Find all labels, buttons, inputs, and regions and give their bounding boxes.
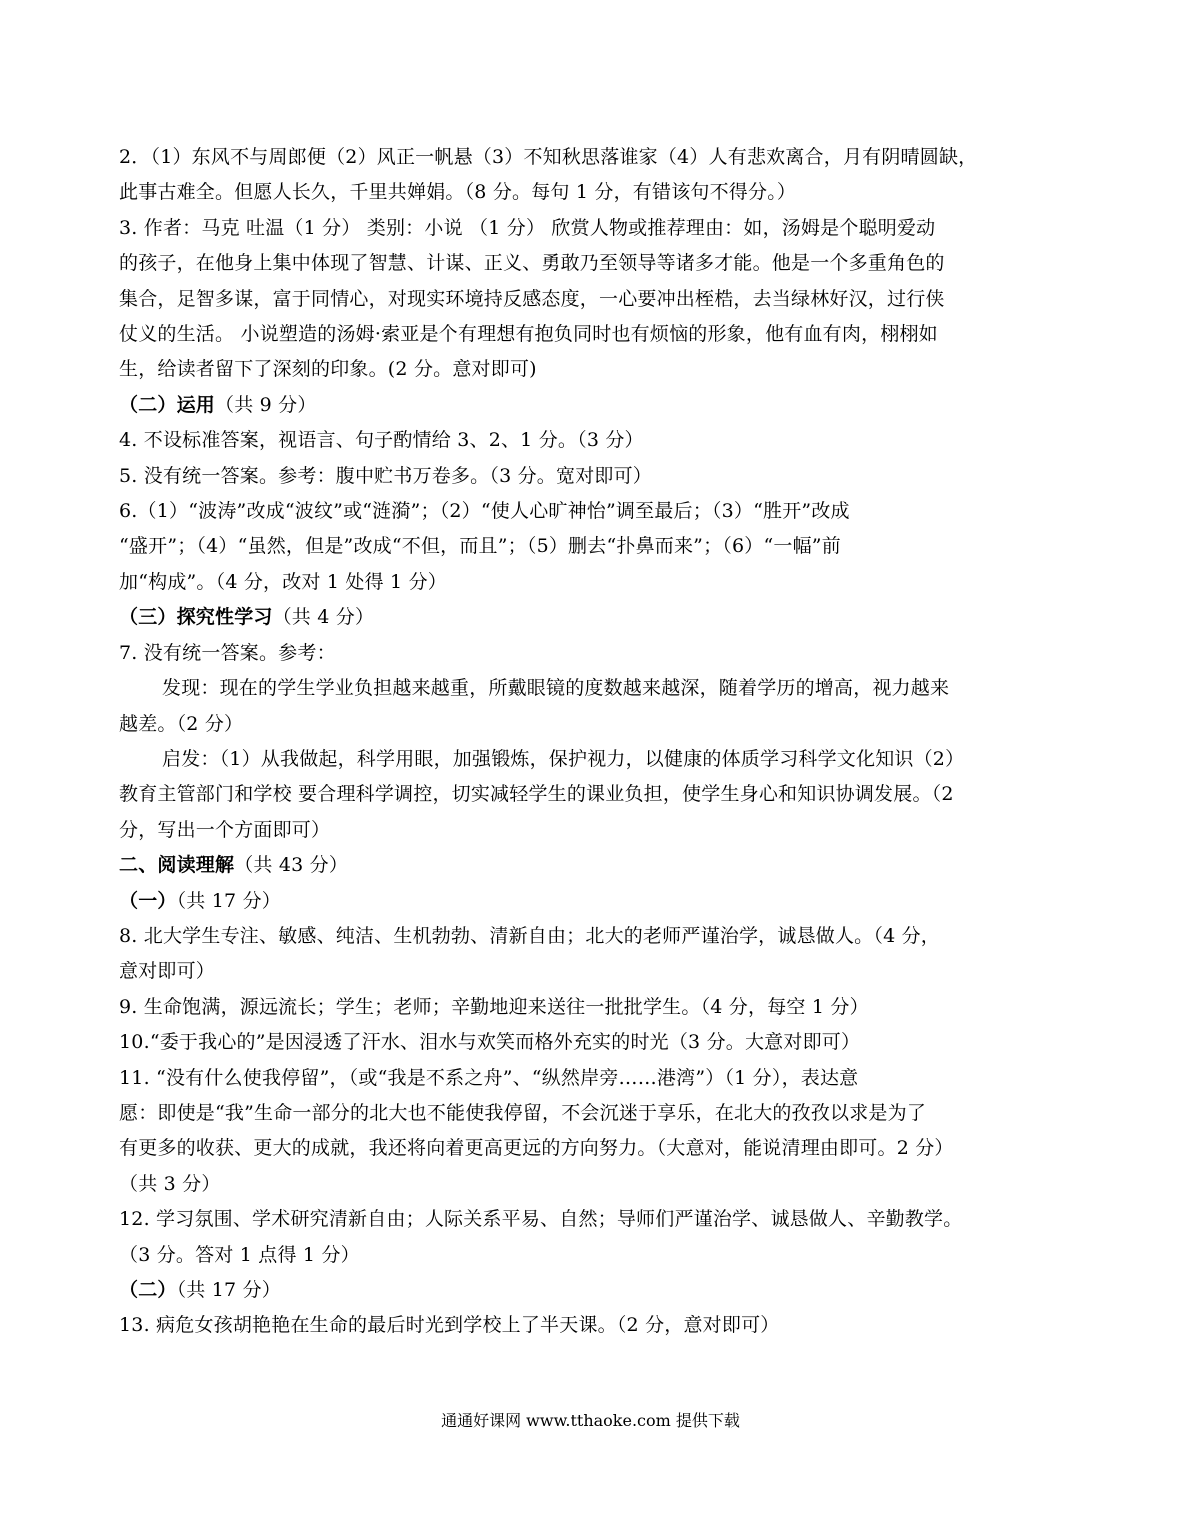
section-heading-reading <box>119 848 1064 883</box>
answer-key-body <box>119 140 1064 1344</box>
answer-line-3c: 集合，足智多谋，富于同情心，对现实环境持反感态度，一心要冲出桎梏，去当绿林好汉，过行侠 <box>119 287 945 310</box>
answer-line-8a: 8. 北大学生专注、敏感、纯洁、生机勃勃、清新自由；北大的老师严谨治学，诚恳做人。（4 分， <box>119 924 940 947</box>
answer-line-11b: 愿：即使是“我”生命一部分的北大也不能使我停留，不会沉迷于享乐，在北大的孜孜以求是为了 <box>119 1101 927 1124</box>
answer-line-3b: 的孩子，在他身上集中体现了智慧、计谋、正义、勇敢乃至领导等诸多才能。他是一个多重角色的 <box>119 252 945 275</box>
section-heading-label: （二）运用 <box>119 393 216 416</box>
answer-line-11d: （共 3 分） <box>119 1172 221 1195</box>
section-heading-label: （三）探究性学习 <box>119 606 273 629</box>
section-heading-label: （二） <box>119 1279 177 1301</box>
answer-line-7-insight-a: 启发：（1）从我做起，科学用眼，加强锻炼，保护视力，以健康的体质学习科学文化知识（2） <box>162 747 965 770</box>
answer-line-6a: 6.（1）“波涛”改成“波纹”或“涟漪”；（2）“使人心旷神怡”调至最后；（3）“胜开”改成 <box>119 500 850 523</box>
section-heading-reading-2 <box>119 1273 1064 1308</box>
section-heading-label: （一） <box>119 889 177 912</box>
answer-line-7-insight-c: 分，写出一个方面即可） <box>119 818 331 841</box>
answer-line-5: 5. 没有统一答案。参考：腹中贮书万卷多。（3 分。宽对即可） <box>119 464 652 487</box>
answer-line-8b: 意对即可） <box>119 960 216 983</box>
answer-line-12b: （3 分。答对 1 点得 1 分） <box>119 1243 360 1266</box>
answer-line-7: 7. 没有统一答案。参考： <box>119 641 336 664</box>
section-heading-points: （共 17 分） <box>176 1279 281 1301</box>
section-heading-inquiry <box>119 600 1064 635</box>
answer-line-3e: 生，给读者留下了深刻的印象。(2 分。意对即可) <box>119 358 537 381</box>
answer-line-7-finding-a: 发现：现在的学生学业负担越来越重，所戴眼镜的度数越来越深，随着学历的增高，视力越来 <box>162 677 950 700</box>
answer-line-2a: 2．（1）东风不与周郎便（2）风正一帆悬（3）不知秋思落谁家（4）人有悲欢离合，月有阴晴圆缺， <box>119 146 978 168</box>
answer-line-6b: “盛开”；（4）“虽然，但是”改成“不但，而且”；（5）删去“扑鼻而来”；（6）“一幅”前 <box>119 535 841 558</box>
answer-line-3d: 仗义的生活。 小说塑造的汤姆·索亚是个有理想有抱负同时也有烦恼的形象，他有血有肉，栩栩如 <box>119 323 938 346</box>
answer-line-6c: 加“构成”。（4 分，改对 1 处得 1 分） <box>119 570 447 593</box>
section-heading-points: （共 9 分） <box>215 393 317 416</box>
answer-line-7-finding-b: 越差。（2 分） <box>119 712 244 735</box>
answer-line-9: 9. 生命饱满，源远流长；学生；老师；辛勤地迎来送往一批批学生。（4 分，每空 1 分） <box>119 995 869 1018</box>
answer-line-13: 13. 病危女孩胡艳艳在生命的最后时光到学校上了半天课。（2 分，意对即可） <box>119 1314 780 1337</box>
answer-line-11a: 11. “没有什么使我停留”，（或“我是不系之舟”、“纵然岸旁……港湾”）（1 分），表达意 <box>119 1066 859 1089</box>
section-heading-points: （共 43 分） <box>234 854 349 877</box>
section-heading-label: 二、阅读理解 <box>119 854 235 877</box>
section-heading-reading-1 <box>119 884 1064 919</box>
answer-line-11c: 有更多的收获、更大的成就，我还将向着更高更远的方向努力。（大意对，能说清理由即可。2 分） <box>119 1137 954 1160</box>
answer-line-10: 10.“委于我心的”是因浸透了汗水、泪水与欢笑而格外充实的时光（3 分。大意对即可） <box>119 1031 861 1054</box>
section-heading-points: （共 17 分） <box>176 889 281 912</box>
answer-line-7-insight-b: 教育主管部门和学校 要合理科学调控，切实减轻学生的课业负担，使学生身心和知识协调发展。（2 <box>119 783 954 806</box>
answer-line-12a: 12. 学习氛围、学术研究清新自由；人际关系平易、自然；导师们严谨治学、诚恳做人、辛勤教学。 <box>119 1208 963 1231</box>
answer-line-2b: 此事古难全。但愿人长久，千里共婵娟。（8 分。每句 1 分，有错该句不得分。） <box>119 181 797 204</box>
answer-line-3a: 3. 作者：马克 吐温（1 分） 类别：小说 （1 分） 欣赏人物或推荐理由：如，汤姆是个聪明爱动 <box>119 216 936 239</box>
page-footer: 通通好课网 www.tthaoke.com 提供下载 <box>441 1411 740 1430</box>
answer-line-4: 4. 不设标准答案，视语言、句子酌情给 3、2、1 分。（3 分） <box>119 429 644 452</box>
section-heading-usage <box>119 388 1064 423</box>
section-heading-points: （共 4 分） <box>272 606 375 629</box>
